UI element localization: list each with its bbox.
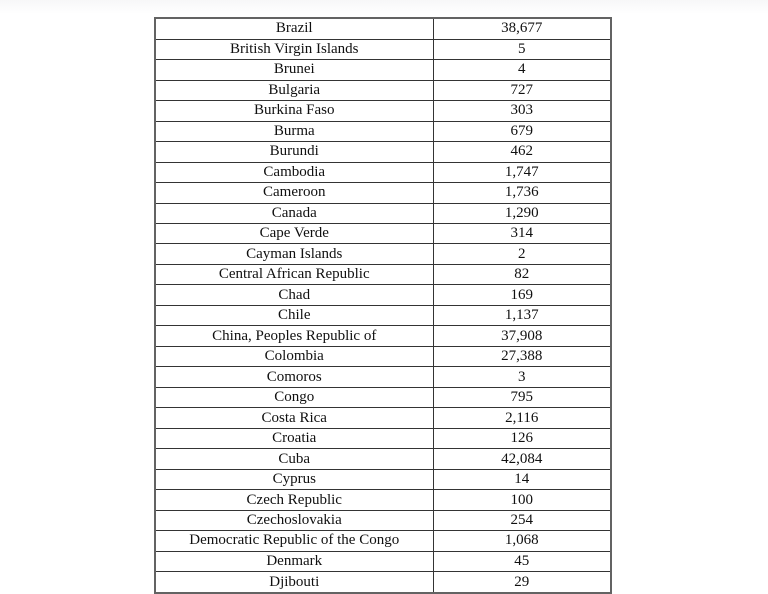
value-cell: 1,736	[433, 183, 611, 203]
value-cell: 254	[433, 510, 611, 530]
table-row	[155, 387, 611, 407]
value-cell: 2	[433, 244, 611, 264]
value-cell: 314	[433, 223, 611, 243]
value-cell: 42,084	[433, 449, 611, 469]
table-row	[155, 39, 611, 59]
value-cell: 82	[433, 264, 611, 284]
value-cell: 1,747	[433, 162, 611, 182]
value-cell: 14	[433, 469, 611, 489]
country-cell: Comoros	[155, 367, 433, 387]
country-cell: Burma	[155, 121, 433, 141]
country-cell: British Virgin Islands	[155, 39, 433, 59]
value-cell: 1,290	[433, 203, 611, 223]
country-cell: Cayman Islands	[155, 244, 433, 264]
value-cell: 303	[433, 101, 611, 121]
country-cell: Colombia	[155, 346, 433, 366]
country-cell: Congo	[155, 387, 433, 407]
value-cell: 27,388	[433, 346, 611, 366]
table-row	[155, 203, 611, 223]
table-row	[155, 162, 611, 182]
value-cell: 100	[433, 490, 611, 510]
value-cell: 795	[433, 387, 611, 407]
value-cell: 679	[433, 121, 611, 141]
value-cell: 2,116	[433, 408, 611, 428]
country-cell: Cyprus	[155, 469, 433, 489]
country-cell: Cambodia	[155, 162, 433, 182]
table-row	[155, 60, 611, 80]
table-row	[155, 551, 611, 571]
country-cell: Chile	[155, 305, 433, 325]
table-row	[155, 121, 611, 141]
country-table-body	[155, 18, 611, 593]
table-row	[155, 305, 611, 325]
value-cell: 126	[433, 428, 611, 448]
value-cell: 727	[433, 80, 611, 100]
country-table	[154, 17, 612, 594]
table-row	[155, 18, 611, 39]
country-cell: Costa Rica	[155, 408, 433, 428]
value-cell: 38,677	[433, 18, 611, 39]
table-row	[155, 490, 611, 510]
table-row	[155, 346, 611, 366]
table-row	[155, 223, 611, 243]
country-cell: Chad	[155, 285, 433, 305]
value-cell: 462	[433, 142, 611, 162]
table-row	[155, 244, 611, 264]
country-cell: Brazil	[155, 18, 433, 39]
table-row	[155, 408, 611, 428]
country-cell: Burundi	[155, 142, 433, 162]
country-cell: Cape Verde	[155, 223, 433, 243]
table-row	[155, 285, 611, 305]
value-cell: 4	[433, 60, 611, 80]
country-cell: Bulgaria	[155, 80, 433, 100]
country-cell: Croatia	[155, 428, 433, 448]
table-row	[155, 80, 611, 100]
value-cell: 37,908	[433, 326, 611, 346]
table-row	[155, 469, 611, 489]
country-cell: Denmark	[155, 551, 433, 571]
table-row	[155, 531, 611, 551]
table-row	[155, 572, 611, 593]
table-row	[155, 449, 611, 469]
country-cell: Cameroon	[155, 183, 433, 203]
value-cell: 169	[433, 285, 611, 305]
table-row	[155, 264, 611, 284]
value-cell: 45	[433, 551, 611, 571]
table-row	[155, 326, 611, 346]
country-cell: Czechoslovakia	[155, 510, 433, 530]
table-row	[155, 428, 611, 448]
country-cell: Democratic Republic of the Congo	[155, 531, 433, 551]
value-cell: 1,068	[433, 531, 611, 551]
country-cell: Brunei	[155, 60, 433, 80]
value-cell: 5	[433, 39, 611, 59]
country-cell: Djibouti	[155, 572, 433, 593]
table-row	[155, 142, 611, 162]
value-cell: 29	[433, 572, 611, 593]
country-cell: Canada	[155, 203, 433, 223]
country-cell: Czech Republic	[155, 490, 433, 510]
country-cell: Cuba	[155, 449, 433, 469]
value-cell: 3	[433, 367, 611, 387]
country-cell: Burkina Faso	[155, 101, 433, 121]
value-cell: 1,137	[433, 305, 611, 325]
country-cell: Central African Republic	[155, 264, 433, 284]
table-row	[155, 510, 611, 530]
table-row	[155, 101, 611, 121]
table-row	[155, 183, 611, 203]
table-row	[155, 367, 611, 387]
country-cell: China, Peoples Republic of	[155, 326, 433, 346]
